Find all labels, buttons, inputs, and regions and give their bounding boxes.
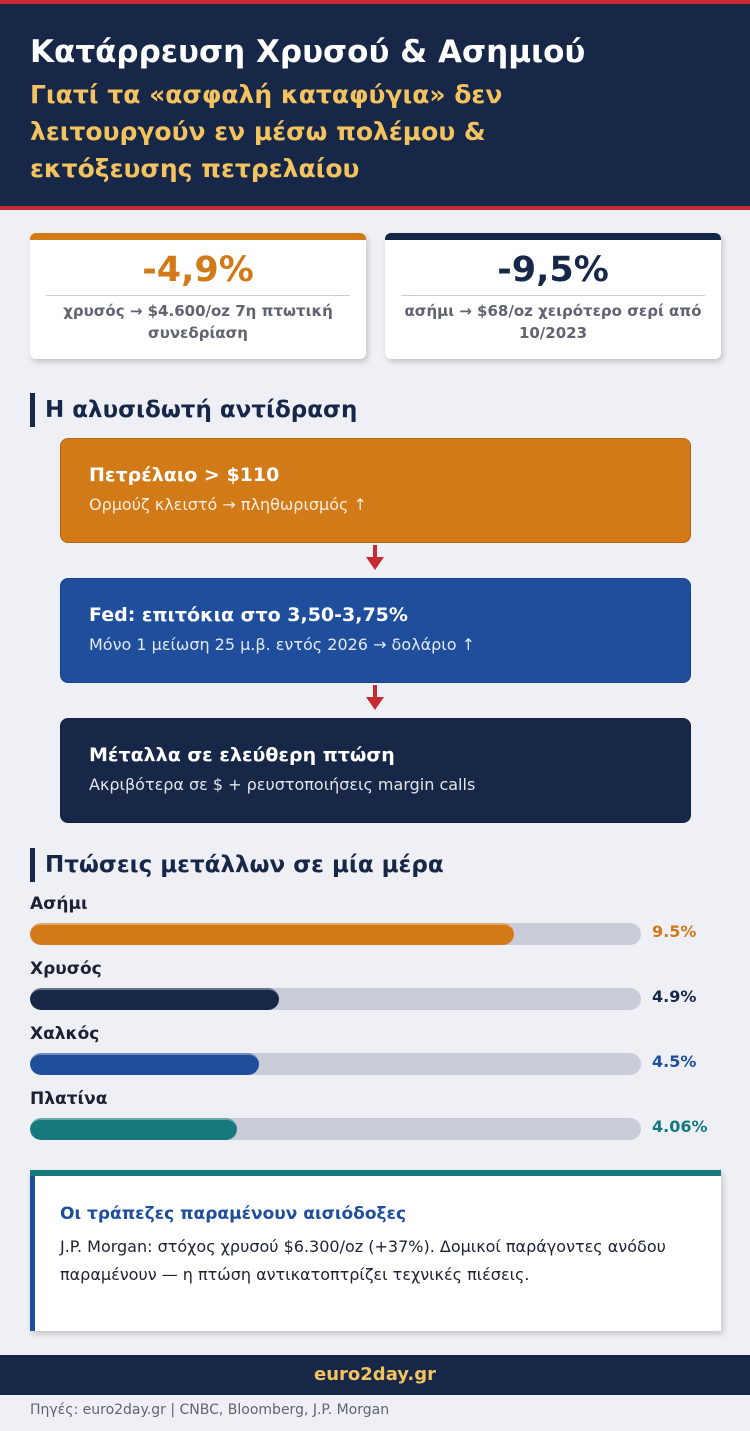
stat-card-gold	[30, 233, 366, 359]
arrow-down-icon	[366, 545, 384, 571]
bar-track	[30, 923, 641, 945]
bar-fill-copper	[30, 1053, 259, 1075]
note-side-bar	[30, 1176, 35, 1331]
bar-fill-platinum	[30, 1118, 237, 1140]
bar-fill-silver	[30, 923, 514, 945]
bar-fill-gold	[30, 988, 279, 1010]
bar-label-silver: Ασήμι	[30, 894, 88, 914]
flow-step-text: Ακριβότερα σε $ + ρευστοποιήσεις margin calls	[89, 775, 476, 794]
section-title-chain: Η αλυσιδωτή αντίδραση	[30, 393, 357, 427]
bank-outlook-note	[30, 1170, 721, 1331]
header-divider	[0, 206, 750, 210]
flow-step-fed	[60, 578, 691, 683]
header-banner	[0, 4, 750, 206]
chart-title: Πτώσεις μετάλλων σε μία μέρα	[30, 848, 444, 882]
flow-step-heading: Fed: επιτόκια στο 3,50-3,75%	[89, 604, 408, 626]
flow-step-text: Ορμούζ κλειστό → πληθωρισμός ↑	[89, 495, 367, 514]
stat-value: -9,5%	[497, 250, 609, 290]
stat-card-cap	[30, 233, 366, 240]
note-heading: Οι τράπεζες παραμένουν αισιόδοξες	[60, 1204, 407, 1224]
bar-label-copper: Χαλκός	[30, 1024, 100, 1044]
flow-step-text: Μόνο 1 μείωση 25 μ.β. εντός 2026 → δολάριο ↑	[89, 635, 475, 654]
bar-value-copper: 4.5%	[652, 1052, 697, 1071]
flow-step-heading: Μέταλλα σε ελεύθερη πτώση	[89, 744, 395, 766]
footer-site: euro2day.gr	[0, 1355, 750, 1395]
bar-track	[30, 988, 641, 1010]
stat-description: ασήμι → $68/oz χειρότερο σερί από 10/2023	[404, 302, 702, 342]
flow-step-heading: Πετρέλαιο > $110	[89, 464, 280, 486]
sources-line: Πηγές: euro2day.gr | CNBC, Bloomberg, J.P. Morgan	[30, 1402, 390, 1418]
stat-divider	[46, 295, 350, 296]
arrow-down-icon	[366, 685, 384, 711]
bar-track	[30, 1118, 641, 1140]
stat-value: -4,9%	[142, 250, 254, 290]
note-cap	[30, 1170, 721, 1176]
stat-card-silver	[385, 233, 721, 359]
page-subtitle: Γιατί τα «ασφαλή καταφύγια» δεν λειτουργούν εν μέσω πολέμου & εκτόξευσης πετρελαίου	[30, 80, 503, 183]
flow-step-metals	[60, 718, 691, 823]
note-text: J.P. Morgan: στόχος χρυσού $6.300/oz (+37%). Δομικοί παράγοντες ανόδου παραμένουν — η πτώση αντικατοπτρίζει τεχνικές πιέσεις.	[60, 1237, 666, 1284]
page-title: Κατάρρευση Χρυσού & Ασημιού	[30, 34, 586, 70]
stat-description: χρυσός → $4.600/oz 7η πτωτική συνεδρίαση	[63, 302, 333, 342]
bar-label-gold: Χρυσός	[30, 959, 102, 979]
stat-card-cap	[385, 233, 721, 240]
flow-step-oil	[60, 438, 691, 543]
bar-value-gold: 4.9%	[652, 987, 697, 1006]
bar-value-platinum: 4.06%	[652, 1117, 708, 1136]
bar-track	[30, 1053, 641, 1075]
stat-divider	[401, 295, 705, 296]
bar-label-platinum: Πλατίνα	[30, 1089, 108, 1109]
bar-value-silver: 9.5%	[652, 922, 697, 941]
